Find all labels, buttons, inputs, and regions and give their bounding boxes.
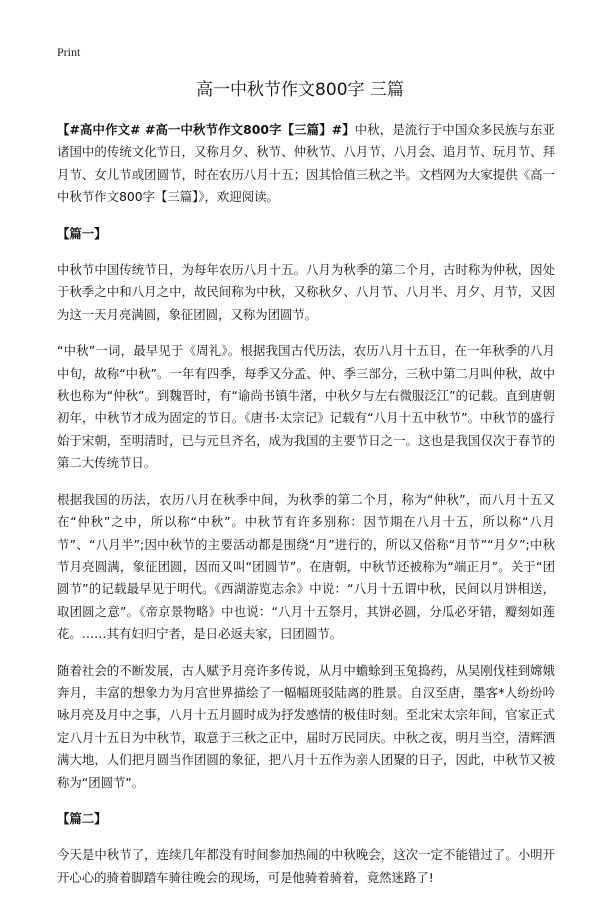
paragraph: 中秋节中国传统节日，为每年农历八月十五。八月为秋季的第二个月，古时称为仲秋，因处于秋季之中和八月之中，故民间称为中秋，又称秋夕、八月节、八月半、月夕、月节，又因为这一天月亮满圆，象征团圆，又称为团圆节。	[57, 262, 555, 322]
intro-tags: 【#高中作文# #高一中秋节作文800字【三篇】#】	[57, 122, 355, 137]
intro-text: 中秋，是流行于中国众多民族与东亚诸国中的传统文化节日，又称月夕、秋节、仲秋节、八月节、八月会、追月节、玩月节、拜月节、女儿节或团圆节，时在农历八月十五；因其恰值三秋之半。文档网为大家提供《高一中秋节作文800字【三篇】》，欢迎阅读。	[57, 122, 555, 205]
section-heading-2: 【篇二】	[57, 810, 107, 826]
intro-paragraph	[57, 119, 555, 209]
paragraph: “中秋”一词，最早见于《周礼》。根据我国古代历法，农历八月十五日，在一年秋季的八月中旬，故称“中秋”。一年有四季，每季又分孟、仲、季三部分，三秋中第二月叫仲秋，故中秋也称为“仲秋”。到魏晋时，有“谕尚书镇牛渚，中秋夕与左右微服泛江”的记载。直到唐朝初年，中秋节才成为固定的节日。《唐书·太宗记》记载有“八月十五中秋节”。中秋节的盛行始于宋朝，至明清时，已与元旦齐名，成为我国的主要节日之一。这也是我国仅次于春节的第二大传统节日。	[57, 343, 555, 471]
print-link[interactable]: Print	[57, 45, 81, 59]
paragraph: 随着社会的不断发展，古人赋予月亮许多传说，从月中蟾蜍到玉兔捣药，从吴刚伐桂到嫦娥奔月，丰富的想象力为月宫世界描绘了一幅幅斑驳陆离的胜景。自汉至唐，墨客*人纷纷吟咏月亮及月中之事，八月十五月圆时成为抒发感情的极佳时刻。至北宋太宗年间，官家正式定八月十五日为中秋节，取意于三秋之正中，届时万民同庆。中秋之夜，明月当空，清辉洒满大地，人们把月圆当作团圆的象征，把八月十五作为亲人团聚的日子，因此，中秋节又被称为“团圆节”。	[57, 662, 555, 790]
paragraph: 根据我国的历法，农历八月在秋季中间，为秋季的第二个月，称为“仲秋”，而八月十五又在“仲秋”之中，所以称“中秋”。中秋节有许多别称：因节期在八月十五，所以称“八月节”、“八月半”;因中秋节的主要活动都是围绕“月”进行的，所以又俗称“月节”“月夕”;中秋节月亮圆满，象征团圆，因而又叫“团圆节”。在唐朝，中秋节还被称为“端正月”。关于“团圆节”的记载最早见于明代。《西湖游览志余》中说：“八月十五谓中秋，民间以月饼相送，取团圆之意”。《帝京景物略》中也说：“八月十五祭月，其饼必圆，分瓜必牙错，瓣刻如莲花。……其有妇归宁者，是日必返夫家，曰团圆节。	[57, 491, 555, 642]
article-body	[57, 119, 555, 903]
page-title: 高一中秋节作文800字 三篇	[196, 80, 404, 100]
paragraph: 今天是中秋节了，连续几年都没有时间参加热闹的中秋晚会，这次一定不能错过了。小明开开心心的骑着脚踏车骑往晚会的现场，可是他骑着骑着，竟然迷路了!	[57, 847, 555, 885]
section-heading-1: 【篇一】	[57, 225, 107, 241]
